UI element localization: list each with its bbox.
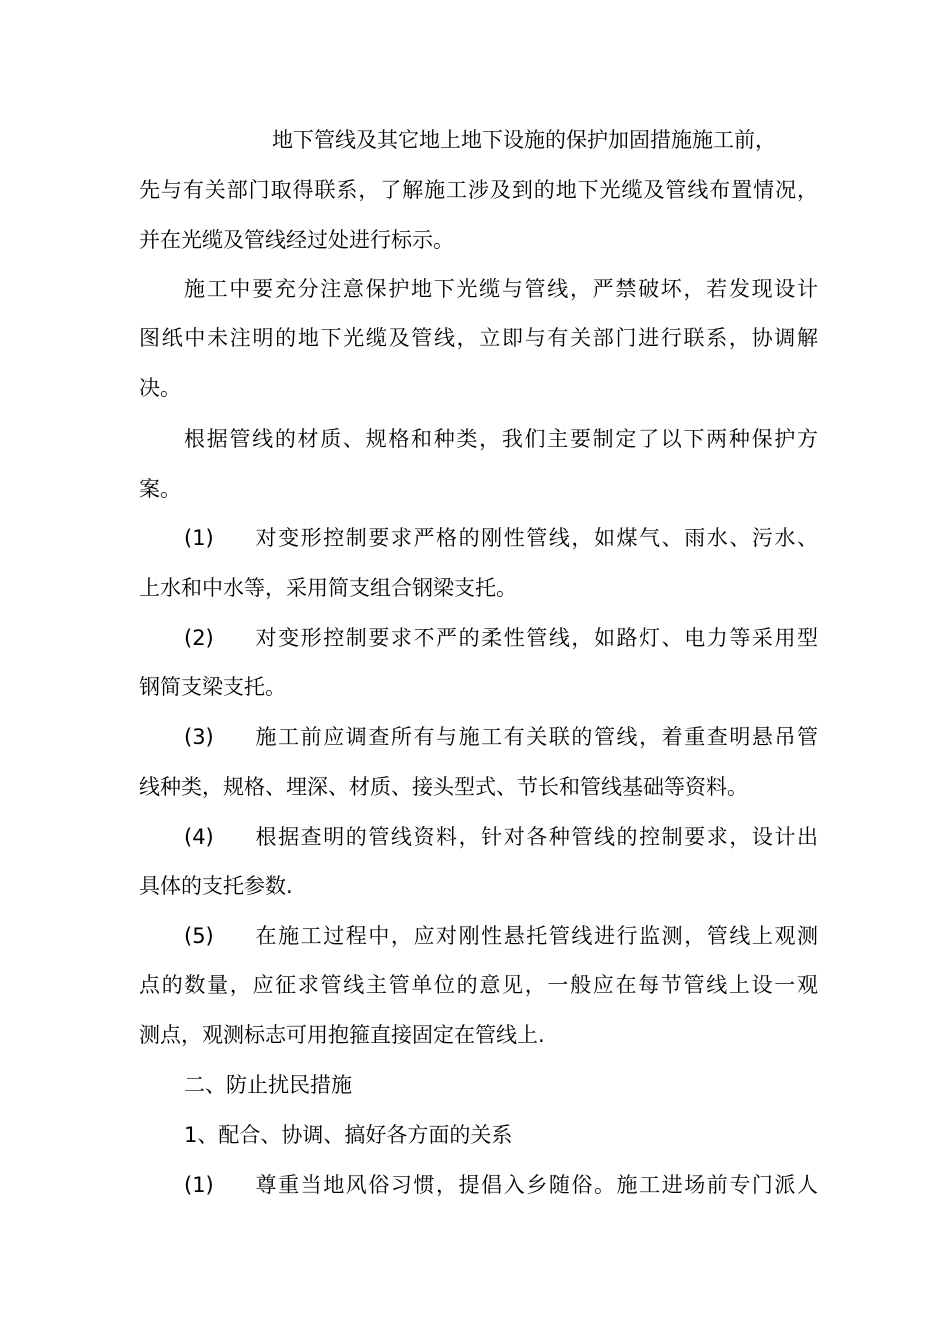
list-item-4-line-1 [184, 822, 818, 852]
list-item-2-marker: (2) [184, 626, 214, 650]
paragraph-3-line-1: 根据管线的材质、规格和种类，我们主要制定了以下两种保护方 [184, 427, 818, 451]
list-item-5-line-1 [184, 921, 818, 951]
final-item-line [184, 1170, 818, 1200]
list-item-5-marker: (5) [184, 924, 214, 948]
paragraph-1-line-3: 并在光缆及管线经过处进行标示。 [139, 228, 454, 252]
list-item-2-line-2: 钢简支梁支托。 [139, 675, 286, 699]
final-item-marker: (1) [184, 1173, 214, 1197]
sub-heading: 1、配合、协调、搞好各方面的关系 [184, 1123, 513, 1147]
list-item-1-line-1 [184, 523, 818, 553]
list-item-1-line-2: 上水和中水等，采用简支组合钢梁支托。 [139, 576, 517, 600]
paragraph-2-line-1: 施工中要充分注意保护地下光缆与管线，严禁破坏，若发现设计 [184, 277, 818, 301]
list-item-3-line-1 [184, 722, 818, 752]
paragraph-2-line-3: 决。 [139, 376, 181, 400]
paragraph-1-line-2: 先与有关部门取得联系，了解施工涉及到的地下光缆及管线布置情况， [139, 178, 818, 202]
list-item-1-text: 对变形控制要求严格的刚性管线，如煤气、雨水、污水、 [254, 526, 818, 550]
list-item-5-text: 在施工过程中，应对刚性悬托管线进行监测，管线上观测 [254, 924, 818, 948]
list-item-2-line-1 [184, 623, 818, 653]
final-item-text: 尊重当地风俗习惯，提倡入乡随俗。施工进场前专门派人 [254, 1173, 818, 1197]
list-item-3-text: 施工前应调查所有与施工有关联的管线，着重查明悬吊管 [254, 725, 818, 749]
paragraph-1-line-1: 地下管线及其它地上地下设施的保护加固措施施工前， [272, 128, 776, 152]
list-item-5-line-3: 测点，观测标志可用抱箍直接固定在管线上. [139, 1023, 545, 1047]
list-item-4-marker: (4) [184, 825, 214, 849]
section-heading: 二、防止扰民措施 [184, 1073, 352, 1097]
list-item-3-marker: (3) [184, 725, 214, 749]
list-item-3-line-2: 线种类，规格、埋深、材质、接头型式、节长和管线基础等资料。 [139, 775, 748, 799]
paragraph-2-line-2: 图纸中未注明的地下光缆及管线，立即与有关部门进行联系，协调解 [139, 326, 818, 350]
list-item-2-text: 对变形控制要求不严的柔性管线，如路灯、电力等采用型 [254, 626, 818, 650]
list-item-4-text: 根据查明的管线资料，针对各种管线的控制要求，设计出 [254, 825, 818, 849]
list-item-5-line-2: 点的数量，应征求管线主管单位的意见，一般应在每节管线上设一观 [139, 973, 818, 997]
list-item-4-line-2: 具体的支托参数. [139, 874, 293, 898]
paragraph-3-line-2: 案。 [139, 477, 181, 501]
list-item-1-marker: (1) [184, 526, 214, 550]
